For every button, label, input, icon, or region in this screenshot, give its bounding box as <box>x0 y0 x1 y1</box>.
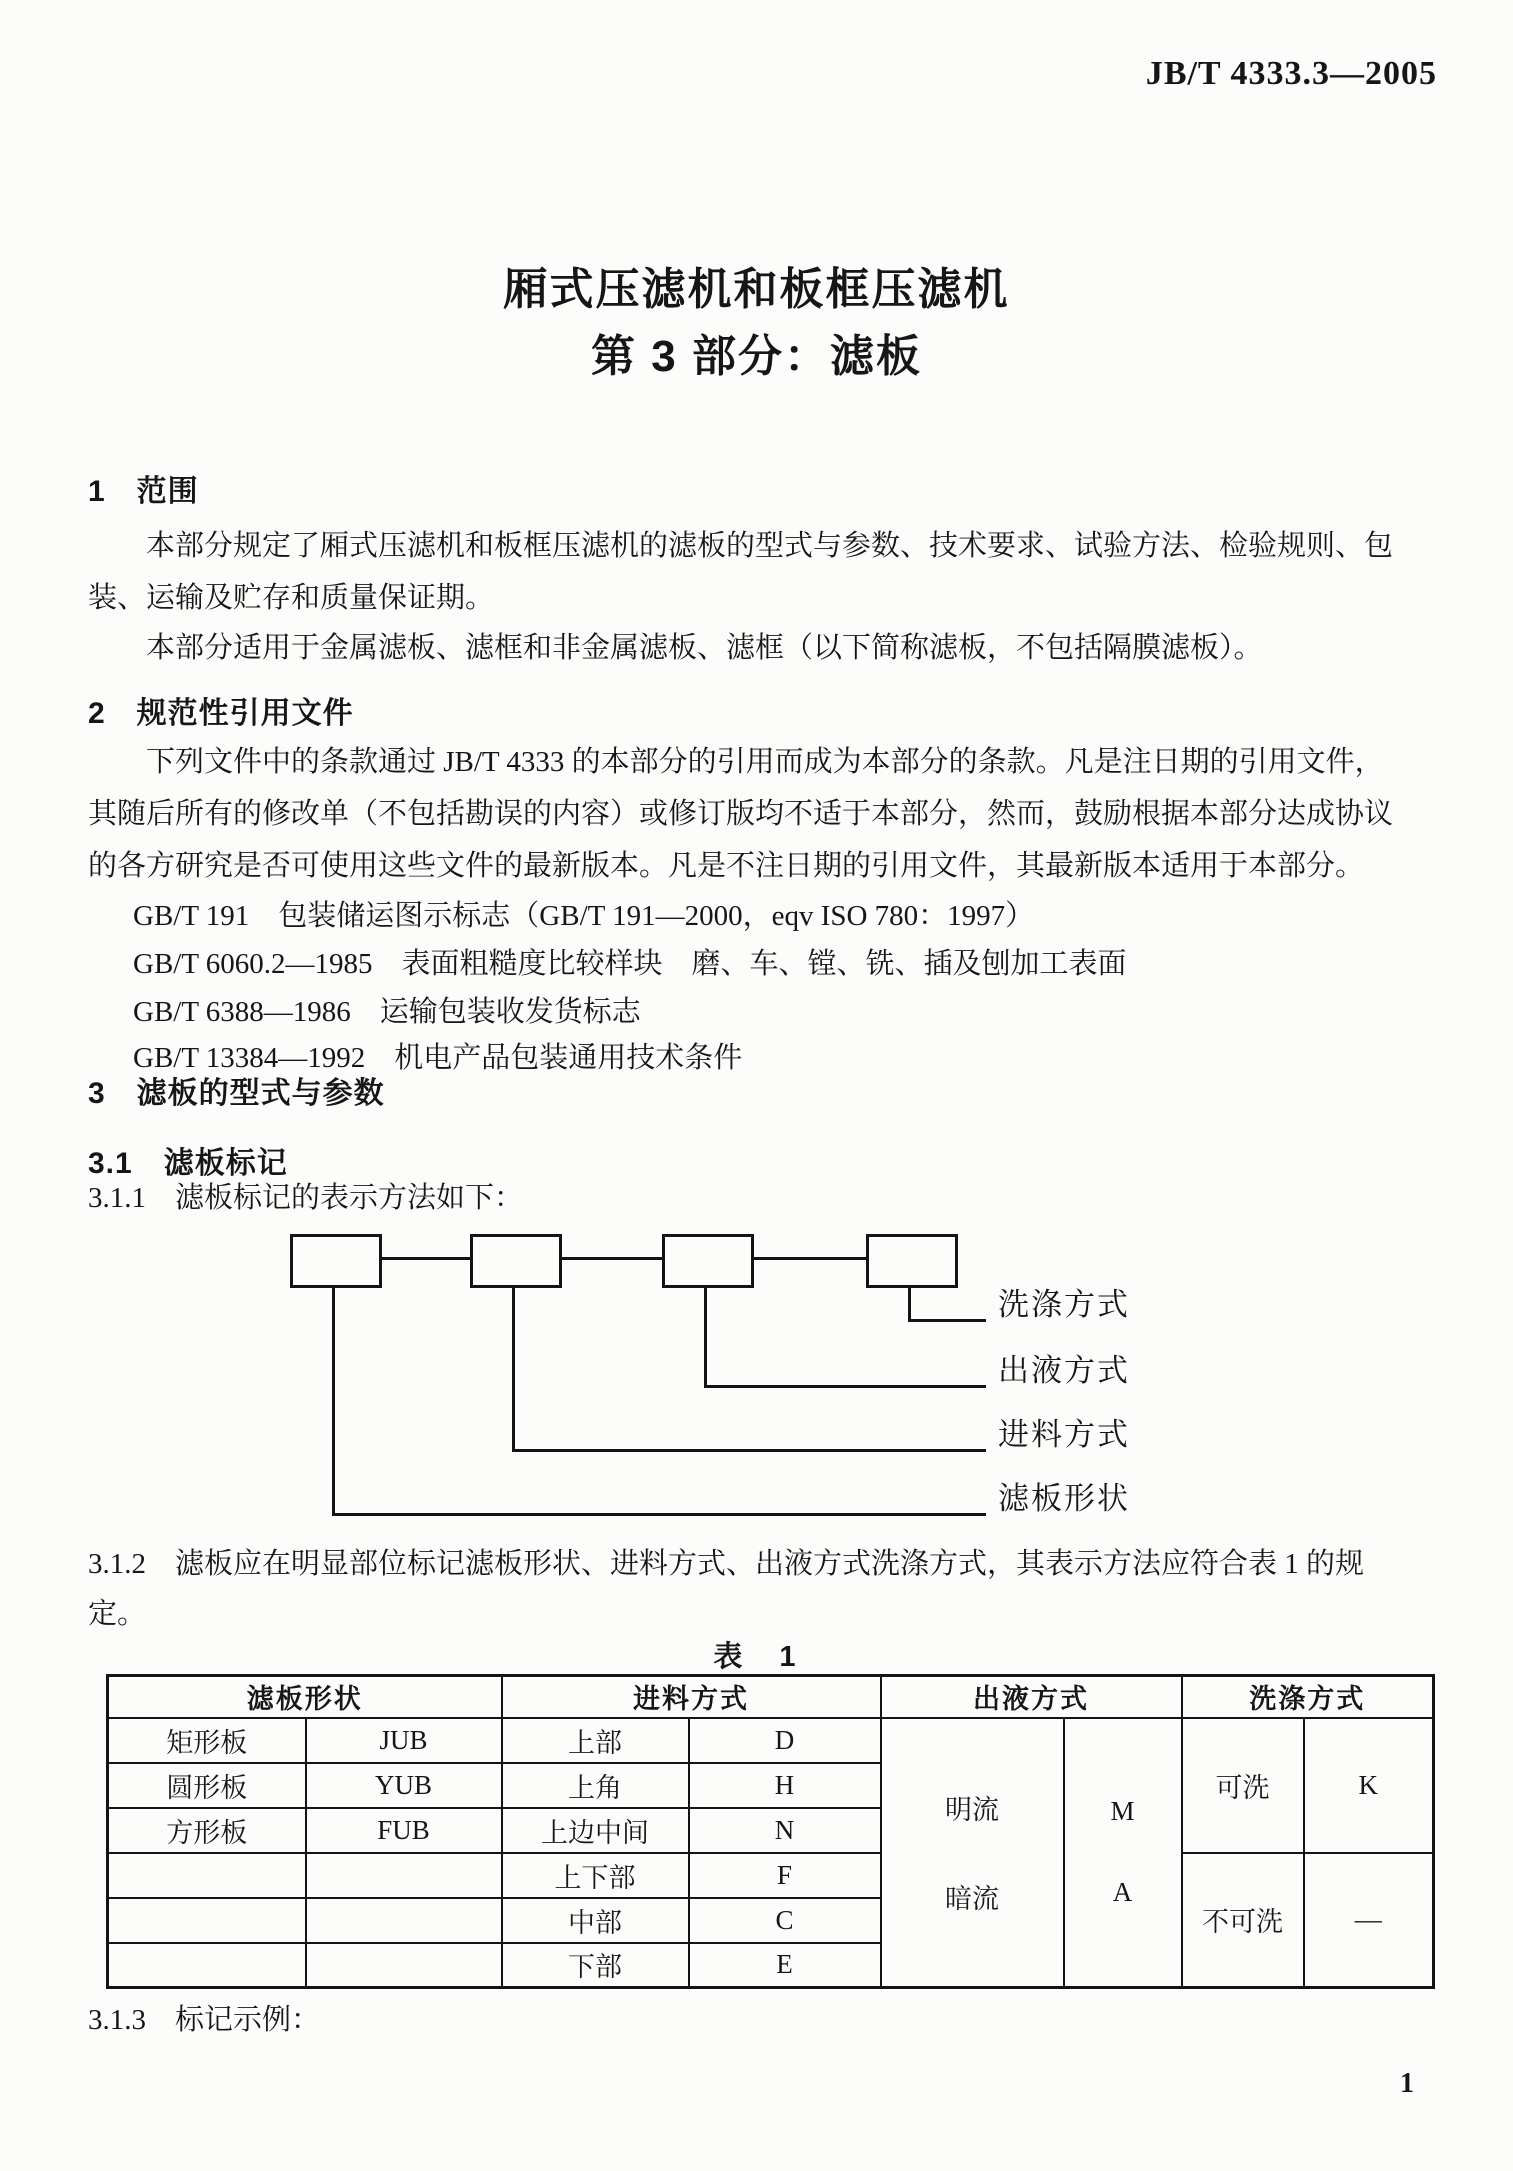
leader-line-shape <box>332 1286 335 1516</box>
scope-paragraph-line: 本部分规定了厢式压滤机和板框压滤机的滤板的型式与参数、技术要求、试验方法、检验规则、包 <box>146 530 1394 562</box>
outlet-option-name: 明流 <box>945 1795 999 1826</box>
reference-item: GB/T 6388—1986 运输包装收发货标志 <box>133 996 641 1028</box>
table-1-caption: 表 1 <box>713 1641 800 1673</box>
references-intro-line: 其随后所有的修改单（不包括勘误的内容）或修订版均不适于本部分，然而，鼓励根据本部分达成协议 <box>88 798 1394 830</box>
outlet-name-cell <box>881 1718 1064 1988</box>
shape-code-cell <box>306 1898 502 1943</box>
col-header-outlet-method: 出液方式 <box>881 1676 1182 1718</box>
section-2-heading: 2 规范性引用文件 <box>88 697 354 730</box>
shape-code-cell: YUB <box>306 1763 502 1808</box>
shape-name-cell <box>108 1853 306 1898</box>
outlet-option-name: 暗流 <box>945 1884 999 1915</box>
shape-code-cell: FUB <box>306 1808 502 1853</box>
leader-line-feed <box>512 1449 986 1452</box>
references-intro-line: 下列文件中的条款通过 JB/T 4333 的本部分的引用而成为本部分的条款。凡是注日期的引用文件， <box>146 746 1384 778</box>
designation-code-box-4 <box>866 1234 958 1288</box>
leader-line-feed <box>512 1286 515 1452</box>
section-3-1-2-line: 定。 <box>88 1598 147 1630</box>
section-3-1-3-text: 3.1.3 标记示例： <box>88 2004 321 2036</box>
references-intro-line: 的各方研究是否可使用这些文件的最新版本。凡是不注日期的引用文件，其最新版本适用于本部分。 <box>88 850 1365 882</box>
box-connector-line <box>754 1257 866 1260</box>
reference-item: GB/T 6060.2—1985 表面粗糙度比较样块 磨、车、镗、铣、插及刨加工表面 <box>133 948 1127 980</box>
outlet-code-cell <box>1064 1718 1182 1988</box>
section-3-1-1-text: 3.1.1 滤板标记的表示方法如下： <box>88 1182 524 1214</box>
scope-paragraph-line: 本部分适用于金属滤板、滤框和非金属滤板、滤框（以下简称滤板，不包括隔膜滤板）。 <box>146 632 1263 664</box>
doc-title-line-2: 第 3 部分：滤板 <box>591 332 922 381</box>
feed-name-cell: 上角 <box>502 1763 689 1808</box>
table-row <box>108 1853 1434 1898</box>
diagram-label-feed-method: 进料方式 <box>998 1417 1130 1452</box>
feed-name-cell: 上下部 <box>502 1853 689 1898</box>
section-3-1-2-line: 3.1.2 滤板应在明显部位标记滤板形状、进料方式、出液方式洗涤方式，其表示方法应符合表 1 的规 <box>88 1548 1365 1580</box>
wash-name-cell: 可洗 <box>1182 1718 1304 1853</box>
feed-name-cell: 中部 <box>502 1898 689 1943</box>
leader-line-outlet <box>704 1286 707 1388</box>
feed-name-cell: 上部 <box>502 1718 689 1763</box>
table-row <box>108 1718 1434 1763</box>
shape-name-cell: 方形板 <box>108 1808 306 1853</box>
section-1-heading: 1 范围 <box>88 475 199 508</box>
feed-code-cell: F <box>689 1853 881 1898</box>
section-3-1-heading: 3.1 滤板标记 <box>88 1147 288 1180</box>
wash-name-cell: 不可洗 <box>1182 1853 1304 1988</box>
outlet-option-code: M <box>1110 1796 1135 1827</box>
table-header-row <box>108 1676 1434 1718</box>
page-number: 1 <box>1400 2068 1414 2099</box>
feed-name-cell: 上边中间 <box>502 1808 689 1853</box>
doc-title-line-1: 厢式压滤机和板框压滤机 <box>503 265 1010 314</box>
leader-line-wash <box>908 1319 986 1322</box>
shape-code-cell <box>306 1943 502 1988</box>
feed-code-cell: C <box>689 1898 881 1943</box>
col-header-plate-shape: 滤板形状 <box>108 1676 502 1718</box>
col-header-feed-method: 进料方式 <box>502 1676 881 1718</box>
standard-code: JB/T 4333.3—2005 <box>1145 55 1437 92</box>
wash-code-cell: — <box>1304 1853 1434 1988</box>
scope-paragraph-line: 装、运输及贮存和质量保证期。 <box>88 582 495 614</box>
feed-code-cell: E <box>689 1943 881 1988</box>
shape-name-cell: 圆形板 <box>108 1763 306 1808</box>
leader-line-shape <box>332 1513 986 1516</box>
section-3-heading: 3 滤板的型式与参数 <box>88 1077 385 1110</box>
leader-line-outlet <box>704 1385 986 1388</box>
diagram-label-outlet-method: 出液方式 <box>998 1353 1130 1388</box>
feed-code-cell: D <box>689 1718 881 1763</box>
shape-code-cell <box>306 1853 502 1898</box>
box-connector-line <box>562 1257 662 1260</box>
col-header-wash-method: 洗涤方式 <box>1182 1676 1434 1718</box>
designation-code-box-2 <box>470 1234 562 1288</box>
feed-name-cell: 下部 <box>502 1943 689 1988</box>
leader-line-wash <box>908 1286 911 1322</box>
feed-code-cell: N <box>689 1808 881 1853</box>
diagram-label-plate-shape: 滤板形状 <box>998 1481 1130 1516</box>
designation-code-box-3 <box>662 1234 754 1288</box>
table-1 <box>106 1674 1435 1989</box>
designation-code-box-1 <box>290 1234 382 1288</box>
box-connector-line <box>382 1257 470 1260</box>
outlet-option-code: A <box>1112 1877 1133 1908</box>
diagram-label-wash-method: 洗涤方式 <box>998 1287 1130 1322</box>
feed-code-cell: H <box>689 1763 881 1808</box>
wash-code-cell: K <box>1304 1718 1434 1853</box>
reference-item: GB/T 191 包装储运图示标志（GB/T 191—2000，eqv ISO 780：1997） <box>133 900 1035 932</box>
shape-name-cell: 矩形板 <box>108 1718 306 1763</box>
shape-code-cell: JUB <box>306 1718 502 1763</box>
shape-name-cell <box>108 1898 306 1943</box>
reference-item: GB/T 13384—1992 机电产品包装通用技术条件 <box>133 1042 743 1074</box>
shape-name-cell <box>108 1943 306 1988</box>
